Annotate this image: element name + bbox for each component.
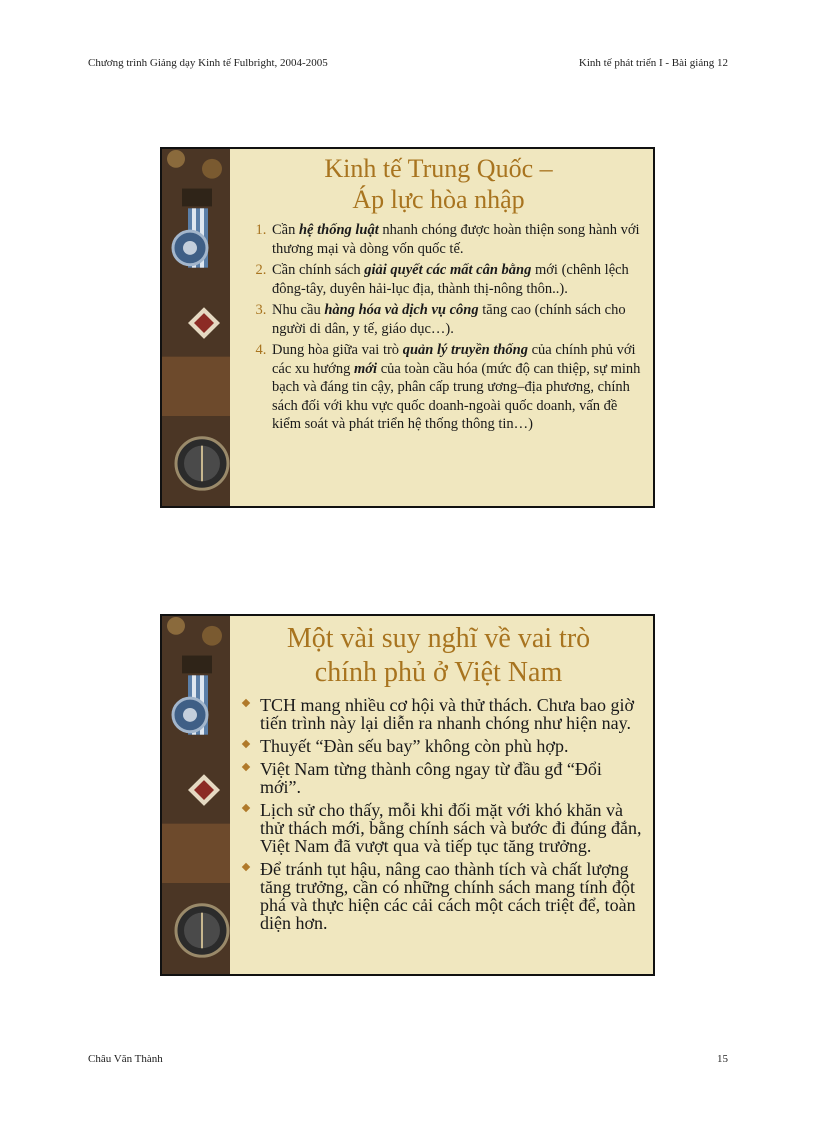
slide1-title-line1: Kinh tế Trung Quốc – xyxy=(324,154,553,183)
diamond-bullet-icon xyxy=(242,699,250,707)
diamond-bullet-icon xyxy=(242,804,250,812)
slide1-title xyxy=(234,153,643,215)
list-item: TCH mang nhiều cơ hội và thử thách. Chưa bao giờ tiến trình này lại diễn ra nhanh chóng như hiện nay. xyxy=(260,696,643,732)
diamond-bullet-icon xyxy=(242,863,250,871)
slide2-title xyxy=(234,622,643,690)
slide2-title-line2: chính phủ ở Việt Nam xyxy=(314,657,563,688)
slide2-title-line1: Một vài suy nghĩ về vai trò xyxy=(286,623,591,654)
page-number: 15 xyxy=(717,1053,728,1065)
list-item: Để tránh tụt hậu, nâng cao thành tích và chất lượng tăng trưởng, cần có những chính sách mang tính đột phá và thực hiện các cải cách một cách triệt để, toàn diện hơn. xyxy=(260,860,643,932)
list-item: 4. Dung hòa giữa vai trò quản lý truyền thống của chính phủ với các xu hướng mới của toàn cầu hóa (mức độ can thiệp, sự minh bạch và đáng tin cậy, phân cấp trung ương–địa phương, chính sách đối với khu vực quốc doanh-ngoài quốc doanh, vấn đề kiểm soát và phát triển hệ thống thông tin…) xyxy=(270,341,643,434)
list-item: Việt Nam từng thành công ngay từ đầu gđ “Đổi mới”. xyxy=(260,760,643,796)
slide-vietnam-government xyxy=(160,614,655,976)
page-header-left: Chương trình Giảng dạy Kinh tế Fulbright, 2004-2005 xyxy=(88,57,328,69)
list-item: Thuyết “Đàn sếu bay” không còn phù hợp. xyxy=(260,737,643,755)
medal-art-icon xyxy=(162,616,230,974)
medal-art-icon xyxy=(162,149,230,506)
diamond-bullet-icon xyxy=(242,740,250,748)
slide2-bullets xyxy=(234,696,643,932)
slide1-list xyxy=(234,221,643,434)
list-item: 2. Cần chính sách giải quyết các mất cân bằng mới (chênh lệch đông-tây, duyên hải-lục địa, thành thị-nông thôn..). xyxy=(270,261,643,298)
page-footer-author: Châu Văn Thành xyxy=(88,1053,163,1065)
list-item: 1. Cần hệ thống luật nhanh chóng được hoàn thiện song hành với thương mại và dòng vốn quốc tế. xyxy=(270,221,643,258)
decorative-medal-image xyxy=(162,616,230,974)
list-item: 3. Nhu cầu hàng hóa và dịch vụ công tăng cao (chính sách cho người di dân, y tế, giáo dục…). xyxy=(270,301,643,338)
page-header-right: Kinh tế phát triển I - Bài giảng 12 xyxy=(578,57,728,69)
diamond-bullet-icon xyxy=(242,763,250,771)
slide1-title-line2: Áp lực hòa nhập xyxy=(352,185,525,214)
list-item: Lịch sử cho thấy, mỗi khi đối mặt với khó khăn và thử thách mới, bằng chính sách và bước đi đúng đắn, Việt Nam đã vượt qua và tiếp tục tăng trưởng. xyxy=(260,801,643,855)
slide-china-economy xyxy=(160,147,655,508)
decorative-medal-image xyxy=(162,149,230,506)
